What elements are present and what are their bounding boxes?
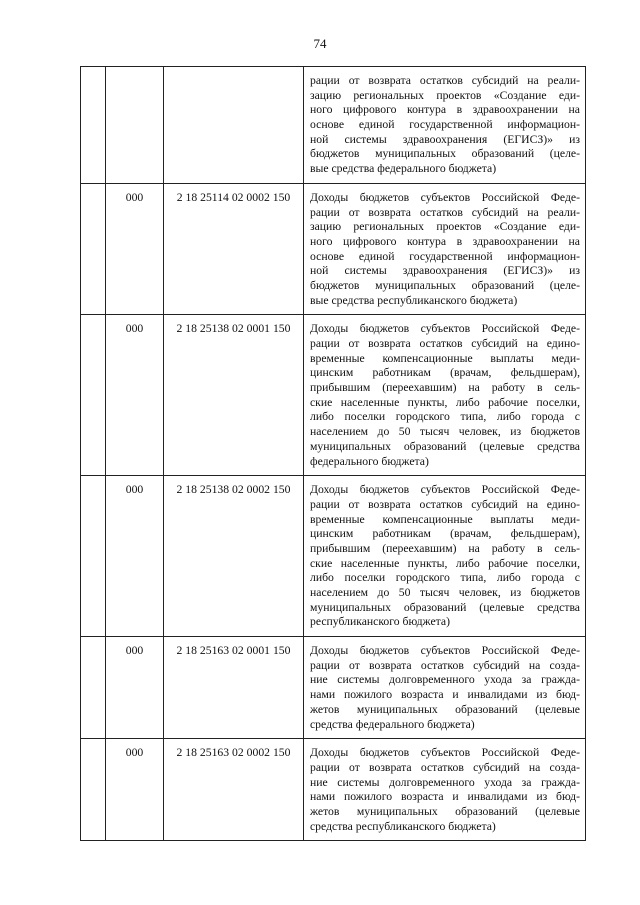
description-line: рации от возврата остатков субсидий на едино-: [310, 497, 580, 511]
kbk-code-cell: [164, 739, 304, 841]
description-line: бюджетов муниципальных образований (целе-: [310, 147, 580, 161]
empty-cell: [81, 476, 106, 637]
description-line: муниципальных образований (целевые средства: [310, 600, 580, 614]
description-line: федерального бюджета): [310, 454, 429, 468]
description-line: Доходы бюджетов субъектов Российской Феде-: [310, 190, 580, 204]
table-row: [81, 67, 586, 184]
description-line: временные компенсационные выплаты меди-: [310, 351, 580, 365]
description-line: либо поселки городского типа, либо города с: [310, 410, 580, 424]
table-row: [81, 739, 586, 841]
kbk-code: 2 18 25163 02 0001 150: [176, 644, 291, 658]
description-line: жетов муниципальных образований (целевые: [310, 804, 580, 818]
description-line: вые средства федерального бюджета): [310, 162, 497, 176]
empty-cell: [81, 183, 106, 315]
description-line: временные компенсационные выплаты меди-: [310, 512, 580, 526]
kbk-code-cell: [164, 476, 304, 637]
description-line: основе единой государственной информацион-: [310, 249, 580, 263]
description-line: муниципальных образований (целевые средства: [310, 439, 580, 453]
admin-code-cell: [106, 476, 164, 637]
description-cell: [304, 476, 586, 637]
admin-code-cell: [106, 739, 164, 841]
description-line: нами пожилого возраста и инвалидами из бюд-: [310, 790, 580, 804]
kbk-code-cell: [164, 183, 304, 315]
description-line: зацию региональных проектов «Создание еди-: [310, 88, 580, 102]
kbk-code-cell: [164, 315, 304, 476]
admin-code: 000: [125, 644, 144, 658]
description-line: основе единой государственной информацион-: [310, 118, 580, 132]
kbk-code-cell: [164, 637, 304, 739]
description-line: средства республиканского бюджета): [310, 819, 496, 833]
empty-cell: [81, 739, 106, 841]
description-line: Доходы бюджетов субъектов Российской Феде-: [310, 644, 580, 658]
description-line: Доходы бюджетов субъектов Российской Феде-: [310, 322, 580, 336]
table-row: [81, 315, 586, 476]
kbk-code: 2 18 25163 02 0002 150: [176, 746, 291, 760]
admin-code: 000: [125, 190, 144, 204]
admin-code: 000: [125, 483, 144, 497]
description-line: ной системы здравоохранения (ЕГИСЗ)» из: [310, 132, 580, 146]
description-line: цинским работникам (врачам, фельдшерам),: [310, 527, 580, 541]
budget-classification-table: [80, 66, 586, 841]
empty-cell: [81, 637, 106, 739]
description-line: рации от возврата остатков субсидий на реали-: [310, 74, 580, 87]
table-row: [81, 476, 586, 637]
description-cell: [304, 183, 586, 315]
description-line: республиканского бюджета): [310, 615, 450, 629]
admin-code-cell: [106, 637, 164, 739]
description-line: зацию региональных проектов «Создание еди-: [310, 220, 580, 234]
description-line: рации от возврата остатков субсидий на созда-: [310, 658, 580, 672]
description-line: цинским работникам (врачам, фельдшерам),: [310, 366, 580, 380]
description-line: ние системы долговременного ухода за гражда-: [310, 775, 580, 789]
description-line: жетов муниципальных образований (целевые: [310, 702, 580, 716]
description-line: ной системы здравоохранения (ЕГИСЗ)» из: [310, 264, 580, 278]
description-line: рации от возврата остатков субсидий на едино-: [310, 337, 580, 350]
table-row: [81, 183, 586, 315]
kbk-code: 2 18 25114 02 0002 150: [176, 190, 291, 204]
description-cell: [304, 739, 586, 841]
description-line: населением до 50 тысяч человек, из бюджетов: [310, 425, 580, 439]
description-cell: [304, 67, 586, 184]
description-line: ного цифрового контура в здравоохранении на: [310, 234, 580, 248]
description-line: рации от возврата остатков субсидий на созда-: [310, 760, 580, 774]
description-cell: [304, 315, 586, 476]
table-row: [81, 637, 586, 739]
admin-code: 000: [125, 322, 144, 336]
description-line: прибывшим (переехавшим) на работу в сель-: [310, 381, 580, 395]
description-line: прибывшим (переехавшим) на работу в сель-: [310, 541, 580, 555]
description-line: ские населенные пункты, либо рабочие поселки,: [310, 556, 580, 570]
table-body: [81, 67, 586, 841]
description-line: вые средства республиканского бюджета): [310, 293, 518, 307]
description-line: средства федерального бюджета): [310, 717, 475, 731]
description-line: ские населенные пункты, либо рабочие поселки,: [310, 395, 580, 409]
description-line: бюджетов муниципальных образований (целе-: [310, 278, 580, 292]
description-line: населением до 50 тысяч человек, из бюджетов: [310, 586, 580, 599]
admin-code-cell: [106, 183, 164, 315]
description-line: нами пожилого возраста и инвалидами из бюд-: [310, 688, 580, 702]
description-line: Доходы бюджетов субъектов Российской Феде-: [310, 483, 580, 497]
empty-cell: [81, 315, 106, 476]
page-number: 74: [313, 36, 327, 51]
description-line: либо поселки городского типа, либо города с: [310, 571, 580, 585]
kbk-code: 2 18 25138 02 0002 150: [176, 483, 291, 497]
admin-code-cell: [106, 315, 164, 476]
description-line: ние системы долговременного ухода за гражда-: [310, 673, 580, 687]
description-line: рации от возврата остатков субсидий на реали-: [310, 205, 580, 219]
description-line: ного цифрового контура в здравоохранении на: [310, 103, 580, 117]
description-cell: [304, 637, 586, 739]
admin-code: 000: [125, 746, 144, 760]
kbk-code-cell: [164, 67, 304, 184]
admin-code-cell: [106, 67, 164, 184]
kbk-code: 2 18 25138 02 0001 150: [176, 322, 291, 336]
description-line: Доходы бюджетов субъектов Российской Феде-: [310, 746, 580, 760]
empty-cell: [81, 67, 106, 184]
